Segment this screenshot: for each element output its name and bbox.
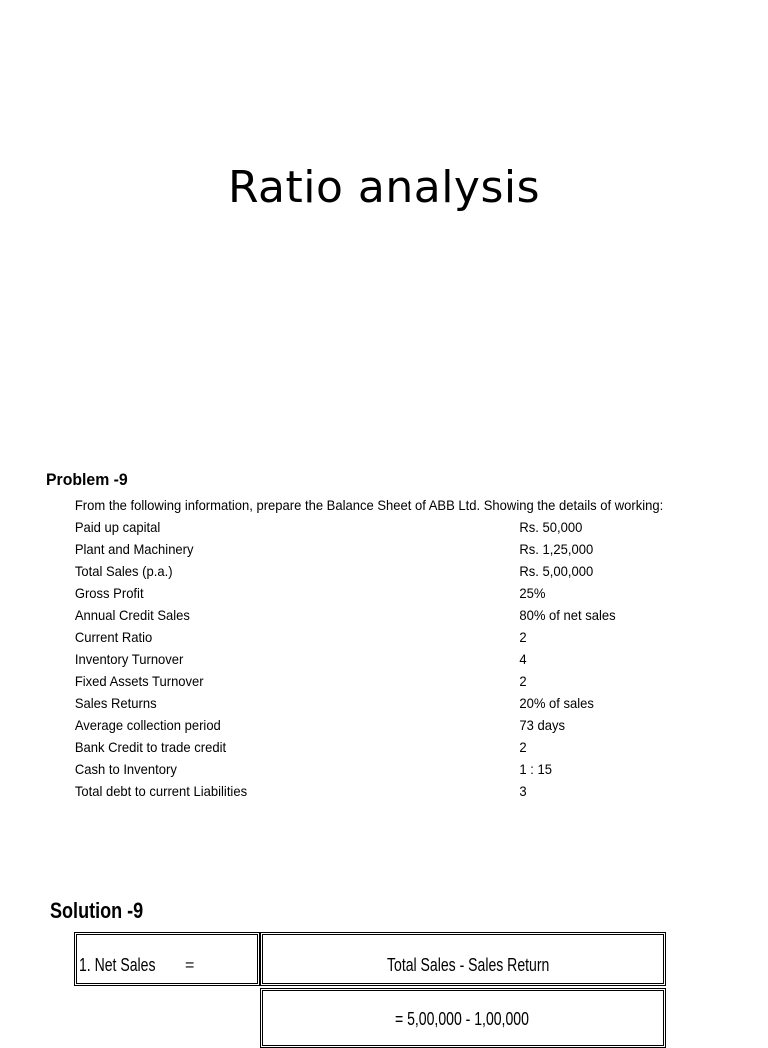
item-label: Average collection period xyxy=(74,717,221,733)
problem-item xyxy=(46,670,678,692)
problem-items xyxy=(46,516,678,802)
item-value: Rs. 5,00,000 xyxy=(519,563,594,579)
problem-item xyxy=(46,692,678,714)
item-value: 73 days xyxy=(519,717,565,733)
item-label: Annual Credit Sales xyxy=(74,607,190,623)
item-label: Fixed Assets Turnover xyxy=(74,673,204,689)
problem-item xyxy=(46,736,678,758)
problem-item xyxy=(46,538,678,560)
item-value: 2 xyxy=(519,629,527,645)
problem-item xyxy=(46,516,678,538)
solution-heading: Solution -9 xyxy=(50,898,144,923)
item-label: Current Ratio xyxy=(74,629,153,645)
item-value: 1 : 15 xyxy=(519,761,552,777)
item-label: Inventory Turnover xyxy=(74,651,184,667)
item-value: 2 xyxy=(519,673,527,689)
item-label: Total debt to current Liabilities xyxy=(74,783,248,799)
problem-intro: From the following information, prepare the Balance Sheet of ABB Ltd. Showing the details of working: xyxy=(74,497,664,513)
item-label: Paid up capital xyxy=(74,519,161,535)
net-sales-calculation: = 5,00,000 - 1,00,000 xyxy=(395,1009,529,1029)
net-sales-label: 1. Net Sales xyxy=(79,955,156,975)
problem-item xyxy=(46,560,678,582)
problem-heading: Problem -9 xyxy=(46,470,128,489)
item-value: 80% of net sales xyxy=(519,607,616,623)
problem-block xyxy=(46,470,678,802)
item-value: 2 xyxy=(519,739,527,755)
item-label: Total Sales (p.a.) xyxy=(74,563,173,579)
net-sales-formula: Total Sales - Sales Return xyxy=(387,955,550,975)
problem-item xyxy=(46,780,678,802)
item-value: 25% xyxy=(519,585,546,601)
solution-formula-cell xyxy=(260,932,666,986)
item-value: Rs. 1,25,000 xyxy=(519,541,594,557)
item-value: 4 xyxy=(519,651,527,667)
problem-item xyxy=(46,626,678,648)
item-value: 3 xyxy=(519,783,527,799)
item-value: Rs. 50,000 xyxy=(519,519,583,535)
item-label: Cash to Inventory xyxy=(74,761,177,777)
item-value: 20% of sales xyxy=(519,695,594,711)
equals-sign: = xyxy=(185,957,195,974)
solution-label-cell xyxy=(74,932,260,986)
slide-title: Ratio analysis xyxy=(227,162,541,213)
solution-calc-cell xyxy=(260,988,666,1048)
item-label: Bank Credit to trade credit xyxy=(74,739,227,755)
item-label: Sales Returns xyxy=(74,695,157,711)
problem-item xyxy=(46,714,678,736)
problem-item xyxy=(46,648,678,670)
item-label: Gross Profit xyxy=(74,585,144,601)
problem-item xyxy=(46,582,678,604)
item-label: Plant and Machinery xyxy=(74,541,194,557)
problem-item xyxy=(46,758,678,780)
problem-item xyxy=(46,604,678,626)
